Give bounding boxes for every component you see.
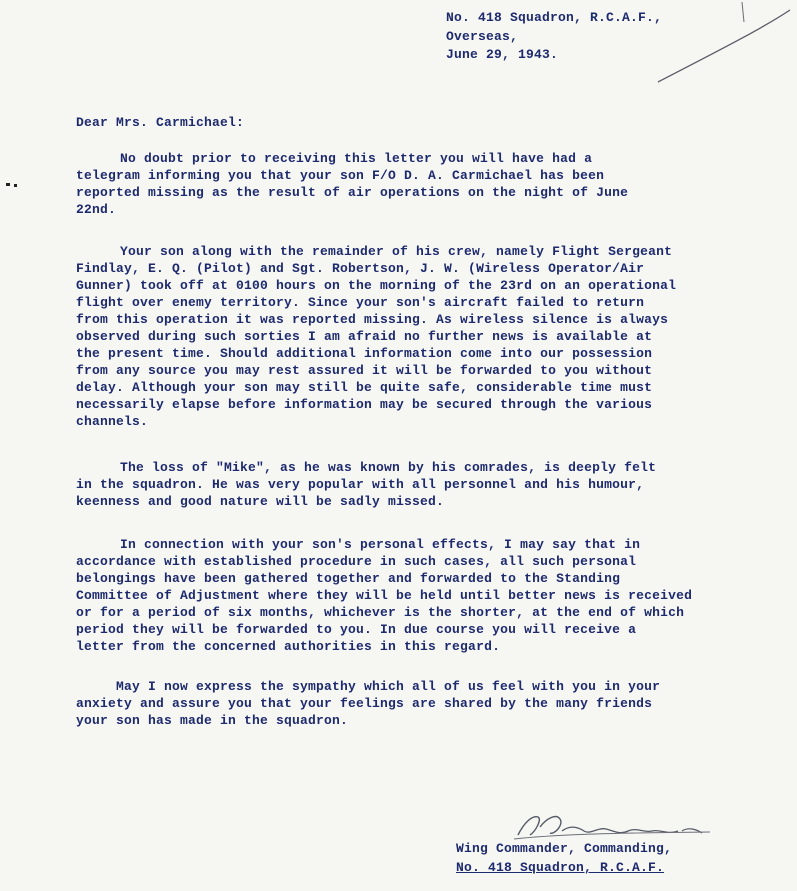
paragraph-line: delay. Although your son may still be quite safe, considerable time must: [76, 380, 653, 395]
paragraph-line: reported missing as the result of air operations on the night of June: [76, 185, 629, 200]
edge-speck: [14, 184, 17, 187]
paragraph-line: accordance with established procedure in such cases, all such personal: [76, 554, 637, 569]
paragraph-line: keenness and good nature will be sadly missed.: [76, 494, 445, 509]
paragraph-line: telegram informing you that your son F/O D. A. Carmichael has been: [76, 168, 605, 183]
paragraph-line: necessarily elapse before information may be secured through the various: [76, 397, 653, 412]
signature-unit: No. 418 Squadron, R.C.A.F.: [456, 860, 665, 875]
paragraph-line: In connection with your son's personal effects, I may say that in: [120, 537, 641, 552]
paragraph-line: the present time. Should additional information come into our possession: [76, 346, 653, 361]
paragraph-line: Gunner) took off at 0100 hours on the morning of the 23rd on an operational: [76, 278, 677, 293]
paragraph-5: [76, 678, 660, 729]
header-squadron: No. 418 Squadron, R.C.A.F.,: [446, 10, 663, 25]
paragraph-line: in the squadron. He was very popular with all personnel and his humour,: [76, 477, 645, 492]
paragraph-line: period they will be forwarded to you. In due course you will receive a: [76, 622, 637, 637]
paragraph-line: from any source you may rest assured it will be forwarded to you without: [76, 363, 653, 378]
pen-stroke-mark: [650, 0, 797, 90]
paragraph-line: Findlay, E. Q. (Pilot) and Sgt. Robertson, J. W. (Wireless Operator/Air: [76, 261, 645, 276]
paragraph-line: your son has made in the squadron.: [76, 713, 349, 728]
paragraph-line: observed during such sorties I am afraid no further news is available at: [76, 329, 653, 344]
paragraph-3: [76, 459, 656, 510]
paragraph-line: or for a period of six months, whichever is the shorter, at the end of which: [76, 605, 685, 620]
paragraph-1: [76, 150, 628, 218]
edge-speck: [6, 183, 10, 186]
header-date: June 29, 1943.: [446, 47, 559, 62]
salutation: Dear Mrs. Carmichael:: [76, 115, 245, 130]
paragraph-line: May I now express the sympathy which all of us feel with you in your: [116, 679, 661, 694]
paragraph-line: 22nd.: [76, 202, 117, 217]
paragraph-line: anxiety and assure you that your feelings are shared by the many friends: [76, 696, 653, 711]
paragraph-4: [76, 536, 692, 655]
paragraph-2: [76, 243, 676, 430]
header-location: Overseas,: [446, 29, 519, 44]
paragraph-line: The loss of "Mike", as he was known by his comrades, is deeply felt: [120, 460, 657, 475]
paragraph-line: channels.: [76, 414, 149, 429]
signature-title: Wing Commander, Commanding,: [456, 841, 673, 856]
paragraph-line: Your son along with the remainder of his crew, namely Flight Sergeant: [120, 244, 673, 259]
paragraph-line: letter from the concerned authorities in this regard.: [76, 639, 501, 654]
paragraph-line: flight over enemy territory. Since your son's aircraft failed to return: [76, 295, 645, 310]
paragraph-line: Committee of Adjustment where they will be held until better news is received: [76, 588, 693, 603]
paragraph-line: No doubt prior to receiving this letter you will have had a: [120, 151, 593, 166]
paragraph-line: belongings have been gathered together and forwarded to the Standing: [76, 571, 621, 586]
paragraph-line: from this operation it was reported missing. As wireless silence is always: [76, 312, 669, 327]
